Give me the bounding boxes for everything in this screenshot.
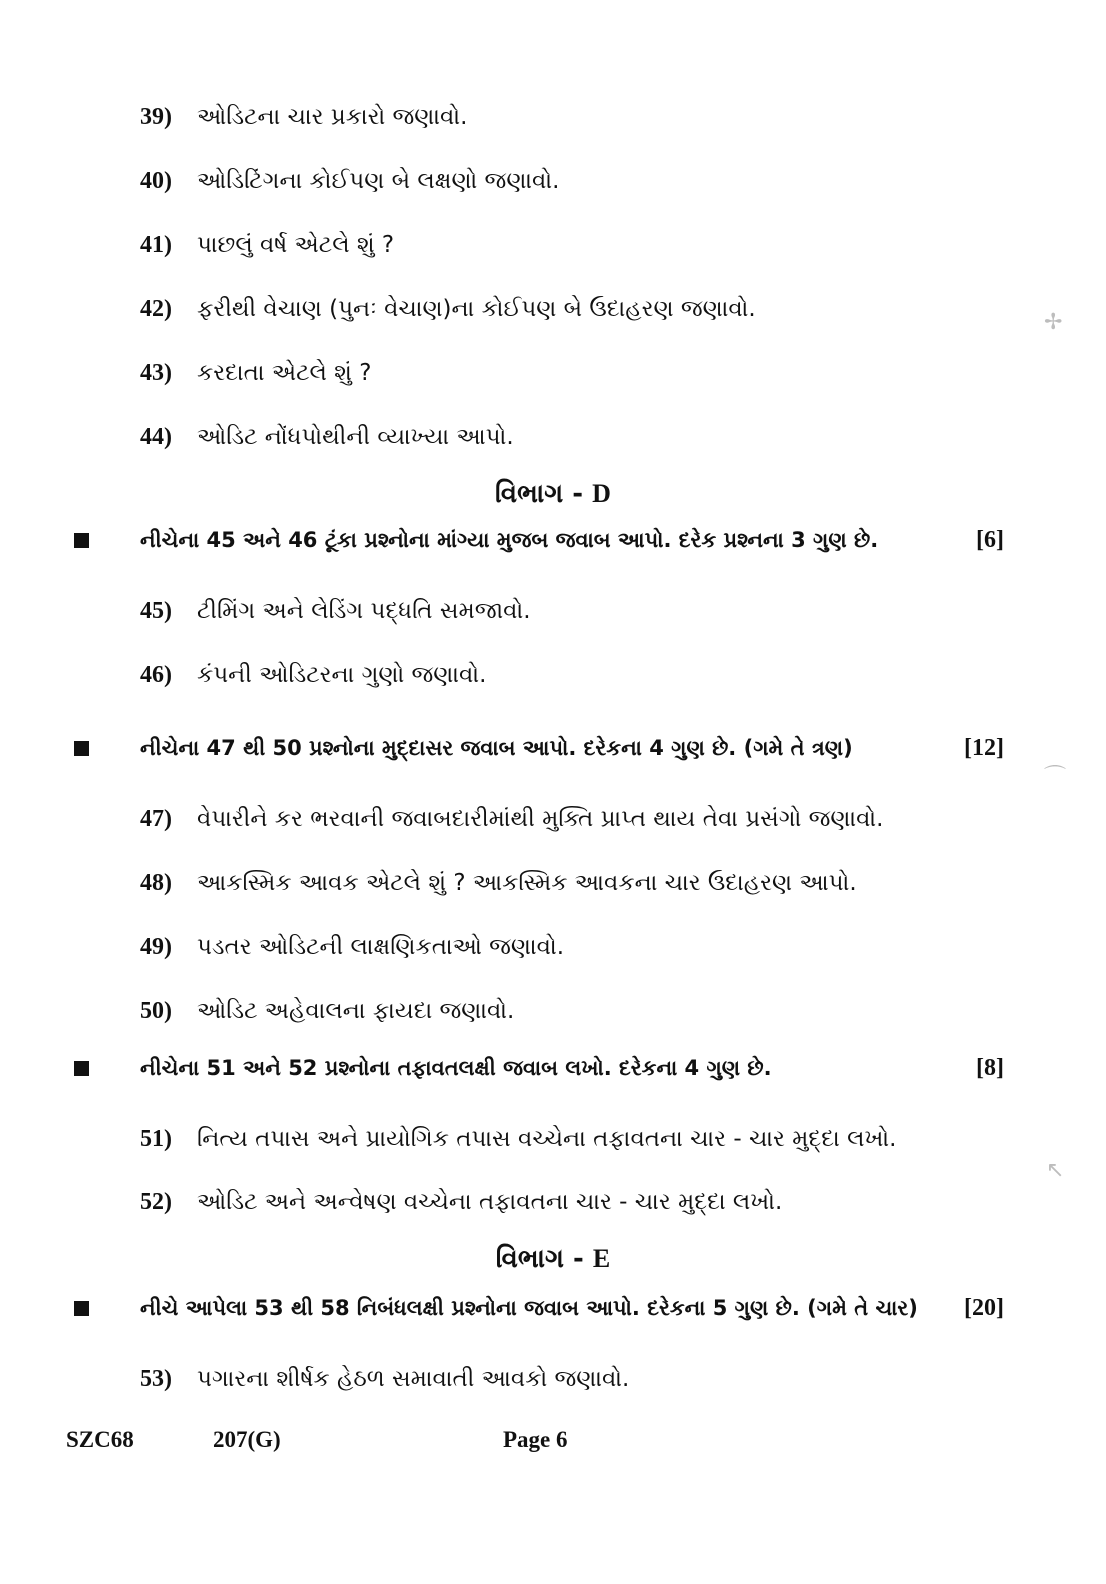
section-d-heading (0, 477, 1106, 511)
marks-label: [6] (976, 527, 1004, 553)
marks-label: [20] (964, 1295, 1004, 1321)
question-number: 42) (140, 296, 172, 322)
question-47 (140, 804, 883, 834)
question-42 (140, 294, 756, 324)
footer-page-number: Page 6 (503, 1427, 568, 1452)
question-number: 45) (140, 598, 172, 624)
question-number: 48) (140, 870, 172, 896)
question-text: ઓડિટના ચાર પ્રકારો જણાવો. (197, 104, 468, 130)
square-bullet-icon (74, 741, 89, 756)
question-text: ફરીથી વેચાણ (પુનઃ વેચાણ)ના કોઈપણ બે ઉદાહરણ જણાવો. (197, 296, 756, 322)
footer-code: SZC68 (66, 1427, 134, 1452)
question-48 (140, 868, 857, 898)
instruction-text: નીચે આપેલા 53 થી 58 નિબંધલક્ષી પ્રશ્નોના જવાબ આપો. દરેકના 5 ગુણ છે. (ગમે તે ચાર) (140, 1296, 918, 1320)
question-text: નિત્ય તપાસ અને પ્રાયોગિક તપાસ વચ્ચેના તફાવતના ચાર - ચાર મુદ્દા લખો. (197, 1126, 897, 1152)
question-50 (140, 996, 514, 1026)
instruction-text: નીચેના 45 અને 46 ટૂંકા પ્રશ્નોના માંગ્યા મુજબ જવાબ આપો. દરેક પ્રશ્નના 3 ગુણ છે. (140, 528, 879, 552)
question-44 (140, 422, 514, 452)
question-text: કરદાતા એટલે શું ? (197, 360, 372, 386)
question-number: 44) (140, 424, 172, 450)
question-number: 40) (140, 168, 172, 194)
question-number: 41) (140, 232, 172, 258)
section-word: વિભાગ - (495, 1244, 584, 1274)
question-40 (140, 166, 559, 196)
section-word: વિભાગ - (495, 479, 584, 509)
question-text: ઓડિટિંગના કોઈપણ બે લક્ષણો જણાવો. (197, 168, 560, 194)
question-49 (140, 932, 564, 962)
instruction-53-58 (74, 1293, 1004, 1323)
instruction-text: નીચેના 47 થી 50 પ્રશ્નોના મુદ્દાસર જવાબ આપો. દરેકના 4 ગુણ છે. (ગમે તે ત્રણ) (140, 736, 853, 760)
question-number: 50) (140, 998, 172, 1024)
question-number: 46) (140, 662, 172, 688)
question-39 (140, 102, 467, 132)
question-number: 51) (140, 1126, 172, 1152)
question-number: 52) (140, 1189, 172, 1215)
question-number: 43) (140, 360, 172, 386)
question-number: 39) (140, 104, 172, 130)
instruction-text: નીચેના 51 અને 52 પ્રશ્નોના તફાવતલક્ષી જવાબ લખો. દરેકના 4 ગુણ છે. (140, 1056, 772, 1080)
marks-label: [8] (976, 1055, 1004, 1081)
question-text: આકસ્મિક આવક એટલે શું ? આકસ્મિક આવકના ચાર ઉદાહરણ આપો. (197, 870, 857, 896)
section-letter: E (592, 1244, 611, 1273)
question-52 (140, 1187, 782, 1217)
question-text: ઓડિટ નોંધપોથીની વ્યાખ્યા આપો. (197, 424, 514, 450)
instruction-51-52 (74, 1053, 1004, 1083)
question-46 (140, 660, 486, 690)
scan-speck: ⌒ (1044, 765, 1067, 790)
question-text: પાછલું વર્ષ એટલે શું ? (197, 232, 395, 258)
question-text: વેપારીને કર ભરવાની જવાબદારીમાંથી મુક્તિ પ્રાપ્ત થાય તેવા પ્રસંગો જણાવો. (197, 806, 884, 832)
instruction-47-50 (74, 733, 1004, 763)
question-text: ઓડિટ અહેવાલના ફાયદા જણાવો. (197, 998, 515, 1024)
section-e-heading (0, 1242, 1106, 1276)
instruction-45-46 (74, 525, 1004, 555)
question-51 (140, 1124, 896, 1154)
question-text: ઓડિટ અને અન્વેષણ વચ્ચેના તફાવતના ચાર - ચાર મુદ્દા લખો. (197, 1189, 783, 1215)
question-text: પડતર ઓડિટની લાક્ષણિકતાઓ જણાવો. (197, 934, 564, 960)
question-number: 49) (140, 934, 172, 960)
question-43 (140, 358, 371, 388)
scan-speck: ✢ (1044, 310, 1063, 335)
footer-paper: 207(G) (213, 1427, 281, 1452)
section-letter: D (592, 479, 611, 508)
square-bullet-icon (74, 1061, 89, 1076)
question-45 (140, 596, 531, 626)
question-53 (140, 1364, 629, 1394)
question-41 (140, 230, 394, 260)
question-number: 47) (140, 806, 172, 832)
scan-speck: ↖ (1046, 1158, 1065, 1183)
square-bullet-icon (74, 1301, 89, 1316)
question-text: ટીમિંગ અને લેડિંગ પદ્ધતિ સમજાવો. (197, 598, 531, 624)
question-text: કંપની ઓડિટરના ગુણો જણાવો. (197, 662, 487, 688)
marks-label: [12] (964, 735, 1004, 761)
square-bullet-icon (74, 533, 89, 548)
question-number: 53) (140, 1366, 172, 1392)
question-text: પગારના શીર્ષક હેઠળ સમાવાતી આવકો જણાવો. (197, 1366, 630, 1392)
